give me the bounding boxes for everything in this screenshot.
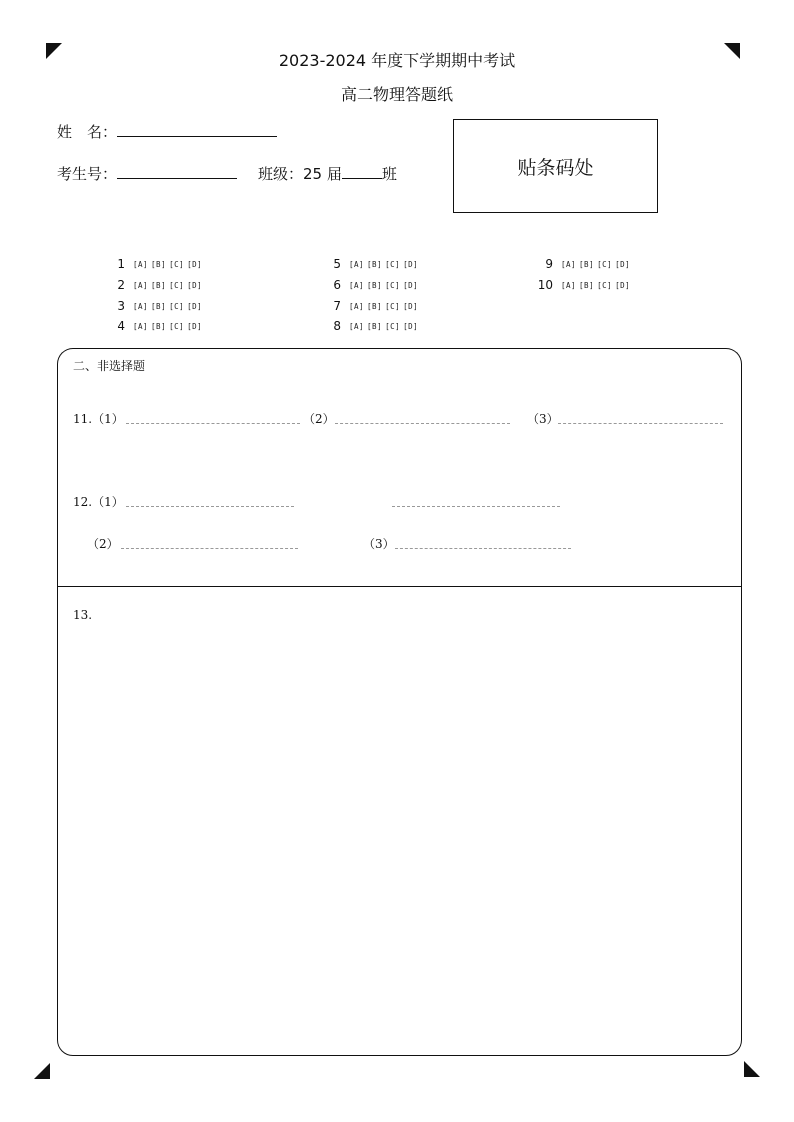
q12-answer-line-1a[interactable] xyxy=(126,506,294,507)
answer-bubble[interactable]: [A] xyxy=(133,280,149,290)
question-number: 3 xyxy=(117,299,125,313)
answer-bubble[interactable]: [B] xyxy=(367,321,383,331)
answer-bubble[interactable]: [C] xyxy=(385,280,401,290)
question-number: 7 xyxy=(333,299,341,313)
answer-bubble[interactable]: [D] xyxy=(403,259,419,269)
answer-bubble[interactable]: [A] xyxy=(561,259,577,269)
answer-bubble[interactable]: [D] xyxy=(403,280,419,290)
answer-bubble[interactable]: [D] xyxy=(615,259,631,269)
q12-answer-line-3[interactable] xyxy=(395,548,571,549)
question-number: 8 xyxy=(333,319,341,333)
answer-bubble[interactable]: [C] xyxy=(597,280,613,290)
answer-bubble[interactable]: [C] xyxy=(385,259,401,269)
choice-question-6 xyxy=(319,277,421,293)
choice-question-9 xyxy=(531,256,633,272)
student-id-label: 考生号： xyxy=(57,165,118,183)
q11-label: 11.（1） xyxy=(73,412,124,426)
answer-bubble[interactable]: [C] xyxy=(169,301,185,311)
answer-bubble[interactable]: [B] xyxy=(151,259,167,269)
question-number: 1 xyxy=(117,257,125,271)
q11-answer-line-2[interactable] xyxy=(335,423,510,424)
answer-bubble[interactable]: [A] xyxy=(561,280,577,290)
question-number: 4 xyxy=(117,319,125,333)
class-suffix-label: 班 xyxy=(381,165,397,183)
question-number: 6 xyxy=(333,278,341,292)
class-field[interactable] xyxy=(258,163,397,184)
question-number: 10 xyxy=(537,278,553,292)
barcode-label: 贴条码处 xyxy=(517,156,594,179)
name-line[interactable] xyxy=(117,122,277,137)
question-number: 5 xyxy=(333,257,341,271)
question-number: 2 xyxy=(117,278,125,292)
choice-question-4 xyxy=(103,318,205,334)
student-id-field[interactable] xyxy=(57,163,237,184)
answer-bubble[interactable]: [A] xyxy=(349,321,365,331)
section-2-title: 二、非选择题 xyxy=(73,359,146,373)
answer-bubble[interactable]: [A] xyxy=(133,321,149,331)
answer-bubble[interactable]: [D] xyxy=(615,280,631,290)
barcode-area xyxy=(453,119,658,213)
answer-bubble[interactable]: [A] xyxy=(349,280,365,290)
choice-question-10 xyxy=(531,277,633,293)
choice-question-3 xyxy=(103,298,205,314)
q11-part3-label: （3） xyxy=(527,412,559,426)
q13-label: 13. xyxy=(73,608,93,622)
choice-question-2 xyxy=(103,277,205,293)
answer-bubble[interactable]: [A] xyxy=(133,301,149,311)
section-2-box xyxy=(57,348,742,587)
corner-mark-bottom-right xyxy=(744,1061,760,1077)
q12-label: 12.（1） xyxy=(73,495,124,509)
student-id-line[interactable] xyxy=(117,164,237,179)
answer-bubble[interactable]: [B] xyxy=(151,321,167,331)
choice-question-7 xyxy=(319,298,421,314)
answer-sheet-subtitle: 高二物理答题纸 xyxy=(340,85,453,104)
q12-part2-label: （2） xyxy=(87,537,119,551)
answer-bubble[interactable]: [D] xyxy=(187,301,203,311)
answer-bubble[interactable]: [D] xyxy=(187,280,203,290)
q12-part3-label: （3） xyxy=(363,537,395,551)
answer-bubble[interactable]: [A] xyxy=(349,301,365,311)
answer-bubble[interactable]: [B] xyxy=(367,259,383,269)
answer-bubble[interactable]: [C] xyxy=(597,259,613,269)
answer-bubble[interactable]: [C] xyxy=(169,321,185,331)
answer-bubble[interactable]: [B] xyxy=(151,280,167,290)
choice-question-5 xyxy=(319,256,421,272)
name-label: 姓 名： xyxy=(57,123,118,141)
q11-answer-line-1[interactable] xyxy=(126,423,300,424)
answer-bubble[interactable]: [D] xyxy=(187,321,203,331)
answer-bubble[interactable]: [A] xyxy=(349,259,365,269)
q12-answer-line-1b[interactable] xyxy=(392,506,560,507)
answer-bubble[interactable]: [B] xyxy=(579,259,595,269)
choice-question-8 xyxy=(319,318,421,334)
name-field[interactable] xyxy=(57,121,277,142)
answer-bubble[interactable]: [A] xyxy=(133,259,149,269)
answer-bubble[interactable]: [C] xyxy=(385,321,401,331)
q13-answer-area[interactable] xyxy=(57,586,742,1056)
answer-bubble[interactable]: [B] xyxy=(151,301,167,311)
q12-answer-line-2[interactable] xyxy=(121,548,298,549)
answer-bubble[interactable]: [C] xyxy=(385,301,401,311)
answer-bubble[interactable]: [D] xyxy=(403,321,419,331)
answer-bubble[interactable]: [B] xyxy=(367,280,383,290)
q11-part2-label: （2） xyxy=(303,412,335,426)
answer-bubble[interactable]: [C] xyxy=(169,259,185,269)
exam-title: 2023-2024 年度下学期期中考试 xyxy=(278,51,516,70)
answer-bubble[interactable]: [B] xyxy=(579,280,595,290)
question-number: 9 xyxy=(545,257,553,271)
answer-bubble[interactable]: [C] xyxy=(169,280,185,290)
class-line[interactable] xyxy=(342,164,382,179)
answer-bubble[interactable]: [D] xyxy=(403,301,419,311)
answer-bubble[interactable]: [D] xyxy=(187,259,203,269)
class-prefix-label: 班级：25 届 xyxy=(258,165,342,183)
answer-bubble[interactable]: [B] xyxy=(367,301,383,311)
q11-answer-line-3[interactable] xyxy=(558,423,723,424)
corner-mark-bottom-left xyxy=(34,1063,50,1079)
choice-question-1 xyxy=(103,256,205,272)
